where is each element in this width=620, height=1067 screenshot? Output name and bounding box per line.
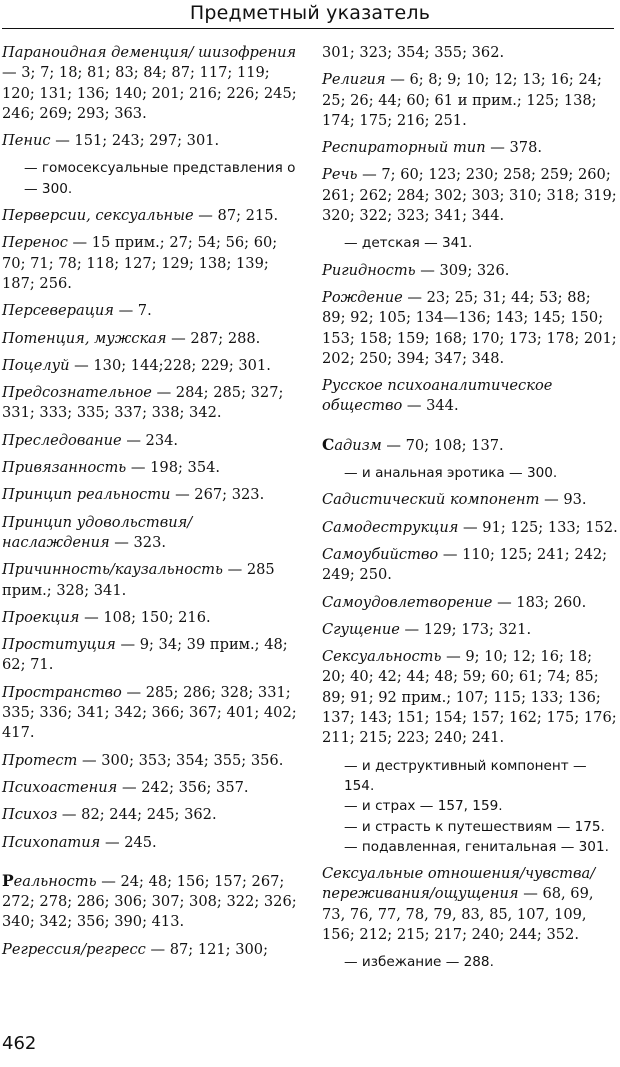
index-entry bbox=[2, 513, 300, 554]
index-entry bbox=[2, 635, 300, 676]
entry-term: Психоастения bbox=[2, 778, 118, 796]
entry-term: Русское психоаналитическое общество bbox=[322, 377, 553, 415]
index-entry bbox=[2, 871, 300, 933]
index-entry bbox=[2, 233, 300, 294]
index-subentry bbox=[2, 158, 300, 199]
entry-term: Психоз bbox=[2, 806, 58, 824]
index-subentry bbox=[322, 796, 618, 816]
page-number: 462 bbox=[2, 1033, 37, 1054]
entry-page-refs: — 129; 173; 321. bbox=[399, 620, 532, 638]
index-entry bbox=[2, 458, 300, 478]
entry-page-refs: — 82; 244; 245; 362. bbox=[57, 806, 217, 824]
entry-page-refs: — 24; 48; 156; 157; 267; 272; 278; 286; 306; 307; 308; 322; 326; 340; 342; 356; 390; 413. bbox=[2, 872, 297, 931]
entry-page-refs: — 198; 354. bbox=[126, 459, 221, 477]
index-entry bbox=[2, 43, 300, 124]
index-subentry bbox=[322, 756, 618, 797]
index-entry bbox=[2, 778, 300, 798]
entry-term: Самоубийство bbox=[322, 545, 439, 563]
index-entry bbox=[2, 683, 300, 744]
entry-page-refs: — 378. bbox=[485, 139, 542, 157]
section-initial: С bbox=[322, 434, 335, 454]
entry-term: Параноидная деменция/ шизофрения bbox=[2, 44, 297, 61]
index-subentry bbox=[322, 817, 618, 837]
entry-page-refs: — 87; 121; 300; bbox=[145, 940, 269, 958]
subentry-text: — и страх — 157, 159. bbox=[344, 798, 503, 815]
index-entry bbox=[322, 620, 618, 640]
entry-term: Речь bbox=[322, 166, 358, 184]
subentry-text: — и деструктивный компонент — 154. bbox=[344, 757, 587, 794]
entry-term: Рождение bbox=[322, 288, 403, 306]
running-header bbox=[0, 0, 620, 30]
index-subentry bbox=[322, 233, 618, 253]
section-initial: Р bbox=[2, 870, 14, 890]
entry-page-refs: — 242; 356; 357. bbox=[117, 778, 249, 796]
entry-page-refs: — 23; 25; 31; 44; 53; 88; 89; 92; 105; 134—136; 143; 145; 150; 153; 158; 159; 168; 170; 173; 178; 201; 202; 250; 394; 347; 348. bbox=[322, 288, 617, 367]
entry-term: Реальность bbox=[2, 870, 97, 890]
index-entry bbox=[2, 206, 300, 226]
entry-term: Принцип удовольствия/ наслаждения bbox=[2, 513, 193, 551]
entry-page-refs: — 151; 243; 297; 301. bbox=[50, 132, 220, 150]
entry-term: Садистический компонент bbox=[322, 491, 540, 509]
index-entry bbox=[322, 43, 618, 63]
index-entry bbox=[322, 376, 618, 417]
entry-page-refs: — 183; 260. bbox=[492, 593, 587, 611]
index-entry bbox=[2, 383, 300, 424]
index-entry bbox=[2, 131, 300, 151]
index-entry bbox=[322, 70, 618, 131]
entry-term: Привязанность bbox=[2, 459, 127, 477]
entry-page-refs: — 68, 69, 73, 76, 77, 78, 79, 83, 85, 107, 109, 156; 212; 215; 217; 240; 244; 352. bbox=[322, 885, 594, 943]
subentry-text: — детская — 341. bbox=[344, 235, 473, 252]
index-entry bbox=[322, 593, 618, 613]
entry-term: Психопатия bbox=[2, 833, 101, 851]
index-column-right bbox=[322, 43, 618, 973]
index-entry bbox=[2, 805, 300, 825]
entry-page-refs: 301; 323; 354; 355; 362. bbox=[322, 44, 505, 61]
index-entry bbox=[322, 288, 618, 369]
entry-page-refs: — 15 прим.; 27; 54; 56; 60; 70; 71; 78; 118; 127; 129; 138; 139; 187; 256. bbox=[2, 234, 278, 292]
entry-term: Преследование bbox=[2, 431, 122, 449]
entry-page-refs: — 70; 108; 137. bbox=[381, 436, 504, 454]
entry-term: Протест bbox=[2, 751, 78, 769]
entry-page-refs: — 309; 326. bbox=[415, 261, 510, 279]
entry-term: Потенция, мужская bbox=[2, 329, 167, 347]
entry-page-refs: — 323. bbox=[109, 533, 167, 551]
entry-page-refs: — 7. bbox=[113, 302, 152, 320]
entry-term: Регрессия/регресс bbox=[2, 940, 146, 958]
entry-term: Сексуальные отношения/чувства/ переживания/ощущения bbox=[322, 865, 596, 903]
index-entry bbox=[322, 864, 618, 945]
entry-term: Самодеструкция bbox=[322, 518, 459, 536]
entry-page-refs: — 93. bbox=[539, 491, 587, 509]
entry-term: Поцелуй bbox=[2, 356, 70, 374]
entry-page-refs: — 287; 288. bbox=[166, 329, 261, 347]
header-rule bbox=[2, 28, 614, 29]
entry-term: Пенис bbox=[2, 132, 51, 150]
entry-term: Религия bbox=[322, 71, 386, 89]
subentry-text: — гомосексуальные представления о — 300. bbox=[24, 160, 296, 197]
entry-page-refs: — 6; 8; 9; 10; 12; 13; 16; 24; 25; 26; 44; 60; 61 и прим.; 125; 138; 174; 175; 216; 251. bbox=[322, 71, 602, 129]
entry-term: Перверсии, сексуальные bbox=[2, 207, 194, 225]
entry-term: Перенос bbox=[2, 234, 68, 252]
index-subentry bbox=[322, 837, 618, 857]
entry-page-refs: — 87; 215. bbox=[193, 207, 279, 225]
index-entry bbox=[2, 833, 300, 853]
entry-term: Сексуальность bbox=[322, 648, 442, 666]
entry-term: Предсознательное bbox=[2, 384, 152, 402]
entry-page-refs: — 108; 150; 216. bbox=[79, 608, 211, 626]
subentry-text: — и анальная эротика — 300. bbox=[344, 465, 558, 482]
index-subentry bbox=[322, 463, 618, 483]
index-entry bbox=[322, 138, 618, 158]
index-entry bbox=[2, 608, 300, 628]
entry-term: Пространство bbox=[2, 683, 122, 701]
index-entry bbox=[322, 545, 618, 586]
index-entry bbox=[322, 490, 618, 510]
entry-page-refs: — 3; 7; 18; 81; 83; 84; 87; 117; 119; 120; 131; 136; 140; 201; 216; 226; 245; 246; 269; 293; 363. bbox=[2, 64, 297, 122]
entry-term: Персеверация bbox=[2, 302, 114, 320]
entry-term: Сгущение bbox=[322, 620, 400, 638]
index-column-left bbox=[2, 43, 300, 967]
index-entry bbox=[322, 647, 618, 748]
entry-term: Респираторный тип bbox=[322, 139, 486, 157]
entry-term: Причинность/каузальность bbox=[2, 561, 223, 579]
entry-page-refs: — 285; 286; 328; 331; 335; 336; 341; 342; 366; 367; 401; 402; 417. bbox=[2, 683, 297, 742]
entry-page-refs: — 284; 285; 327; 331; 333; 335; 337; 338; 342. bbox=[2, 384, 284, 422]
entry-page-refs: — 9; 34; 39 прим.; 48; 62; 71. bbox=[2, 636, 288, 674]
index-entry bbox=[2, 751, 300, 771]
subentry-text: — и страсть к путешествиям — 175. bbox=[344, 818, 605, 835]
entry-term: Проституция bbox=[2, 636, 116, 654]
subentry-text: — подавленная, генитальная — 301. bbox=[344, 838, 609, 855]
index-entry bbox=[2, 560, 300, 601]
index-entry bbox=[322, 165, 618, 226]
entry-term: Самоудовлетворение bbox=[322, 593, 493, 611]
entry-page-refs: — 285 прим.; 328; 341. bbox=[2, 561, 275, 599]
index-entry bbox=[2, 431, 300, 451]
entry-page-refs: — 300; 353; 354; 355; 356. bbox=[77, 751, 284, 769]
entry-page-refs: — 234. bbox=[121, 431, 179, 449]
index-entry bbox=[322, 435, 618, 456]
subentry-text: — избежание — 288. bbox=[344, 954, 494, 971]
entry-page-refs: — 267; 323. bbox=[170, 486, 265, 504]
index-entry bbox=[2, 301, 300, 321]
entry-page-refs: — 344. bbox=[402, 397, 459, 415]
index-entry bbox=[2, 485, 300, 505]
entry-page-refs: — 91; 125; 133; 152. bbox=[458, 518, 618, 536]
entry-term: Проекция bbox=[2, 608, 80, 626]
entry-page-refs: — 130; 144;228; 229; 301. bbox=[69, 356, 271, 374]
entry-page-refs: — 9; 10; 12; 16; 18; 20; 40; 42; 44; 48; 59; 60; 61; 74; 85; 89; 91; 92 прим.; 107; 115; 133; 136; 137; 143; 151; 154; 157; 162; 175; 176; 211; 215; 223; 240; 241. bbox=[322, 648, 617, 747]
index-entry bbox=[2, 329, 300, 349]
entry-term: Принцип реальности bbox=[2, 486, 171, 504]
index-entry bbox=[2, 940, 300, 960]
entry-page-refs: — 7; 60; 123; 230; 258; 259; 260; 261; 262; 284; 302; 303; 310; 318; 319; 320; 322; 323; 341; 344. bbox=[322, 166, 617, 225]
entry-page-refs: — 110; 125; 241; 242; 249; 250. bbox=[322, 545, 608, 584]
entry-page-refs: — 245. bbox=[100, 833, 157, 851]
entry-term: Садизм bbox=[322, 434, 382, 454]
index-entry bbox=[322, 518, 618, 538]
entry-term: Ригидность bbox=[322, 261, 416, 279]
index-entry bbox=[2, 356, 300, 376]
index-subentry bbox=[322, 952, 618, 972]
index-entry bbox=[322, 261, 618, 281]
header-title: Предметный указатель bbox=[189, 2, 431, 24]
